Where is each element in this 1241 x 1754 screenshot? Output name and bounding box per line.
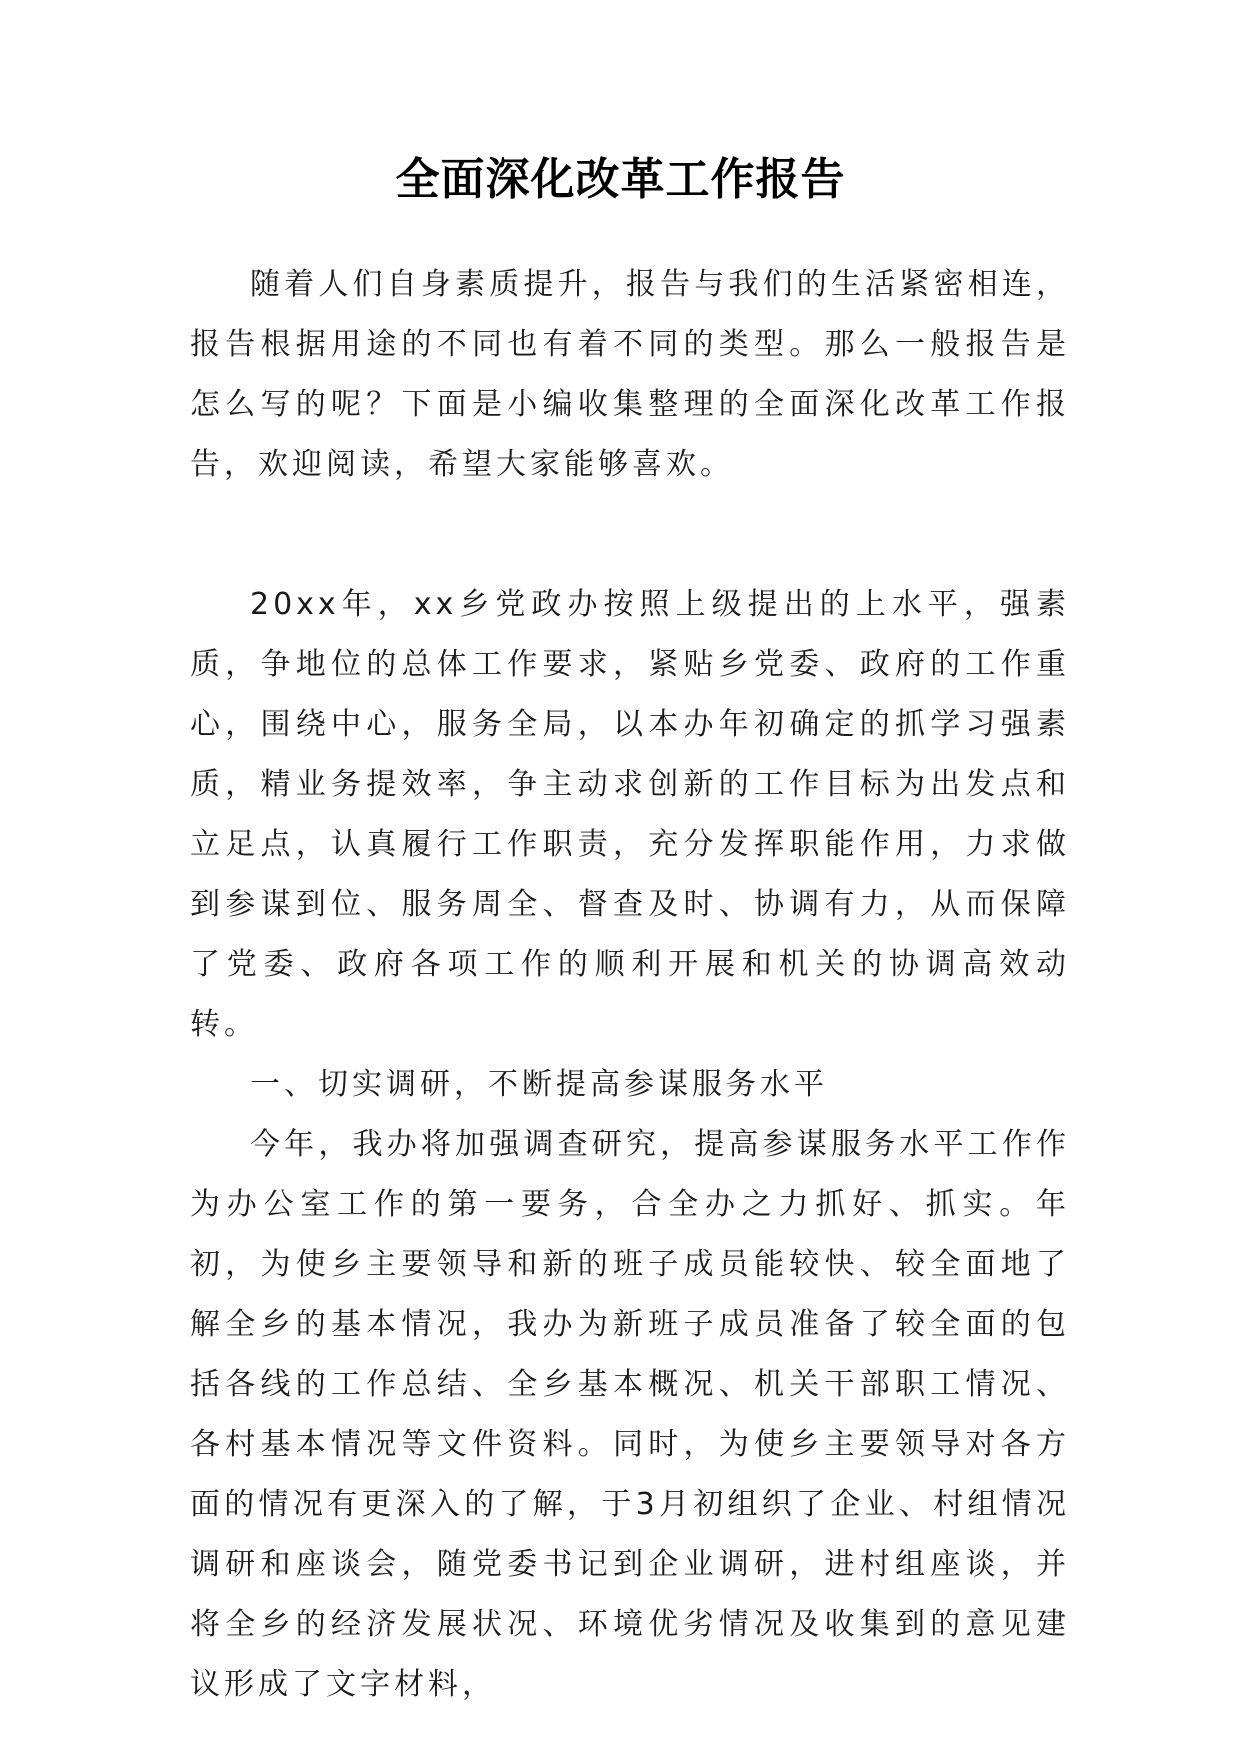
- section-heading: 一、切实调研，不断提高参谋服务水平: [250, 1067, 828, 1102]
- body-section: [190, 575, 1070, 1715]
- intro-section: [190, 255, 1070, 495]
- intro-paragraph: 随着人们自身素质提升，报告与我们的生活紧密相连，报告根据用途的不同也有着不同的类型。那么一般报告是怎么写的呢？下面是小编收集整理的全面深化改革工作报告，欢迎阅读，希望大家能够喜欢。: [190, 267, 1070, 482]
- document-title: 全面深化改革工作报告: [395, 154, 846, 205]
- body-paragraph: 今年，我办将加强调查研究，提高参谋服务水平工作作为办公室工作的第一要务，合全办之力抓好、抓实。年初，为使乡主要领导和新的班子成员能较快、较全面地了解全乡的基本情况，我办为新班子成员准备了较全面的包括各线的工作总结、全乡基本概况、机关干部职工情况、各村基本情况等文件资料。同时，为使乡主要领导对各方面的情况有更深入的了解，于3月初组织了企业、村组情况调研和座谈会，随党委书记到企业调研，进村组座谈，并将全乡的经济发展状况、环境优劣情况及收集到的意见建议形成了文字材料，: [190, 1127, 1070, 1702]
- body-paragraph: 20xx年，xx乡党政办按照上级提出的上水平，强素质，争地位的总体工作要求，紧贴乡党委、政府的工作重心，围绕中心，服务全局，以本办年初确定的抓学习强素质，精业务提效率，争主动求创新的工作目标为出发点和立足点，认真履行工作职责，充分发挥职能作用，力求做到参谋到位、服务周全、督查及时、协调有力，从而保障了党委、政府各项工作的顺利开展和机关的协调高效动转。: [190, 587, 1070, 1042]
